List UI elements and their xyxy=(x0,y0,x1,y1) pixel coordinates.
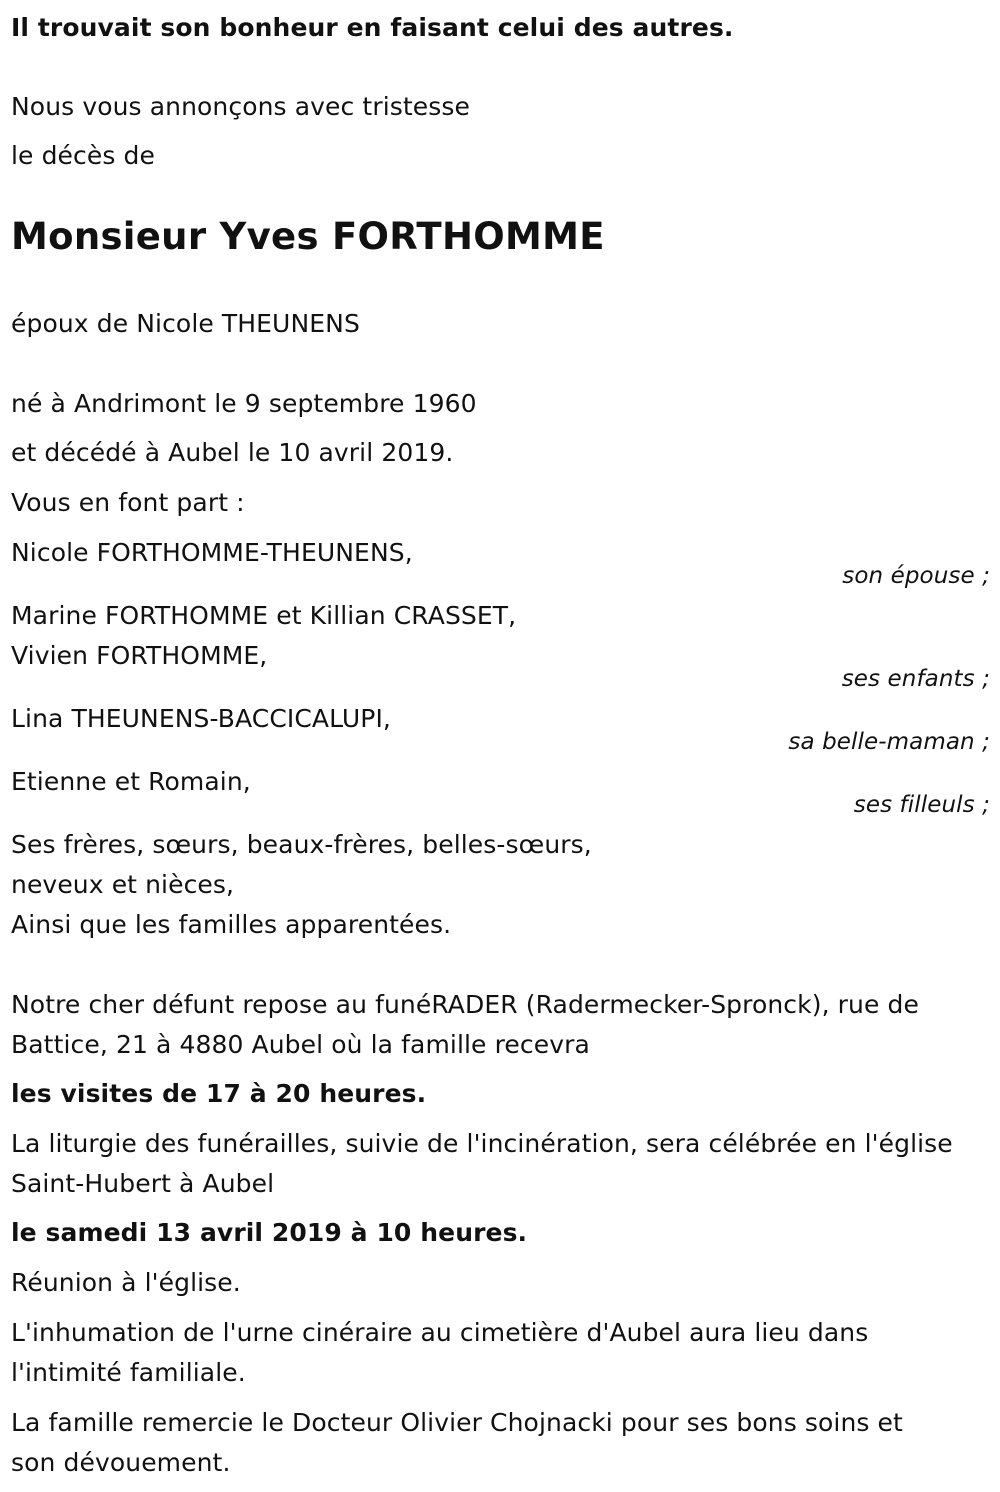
meeting-line: Réunion à l'église. xyxy=(11,1268,241,1297)
announce-line: Vous en font part : xyxy=(11,488,245,517)
burial-line: L'inhumation de l'urne cinéraire au cimetière d'Aubel aura lieu dans xyxy=(11,1318,869,1347)
funeral-home-line: Battice, 21 à 4880 Aubel où la famille recevra xyxy=(11,1030,590,1059)
thanks-line: son dévouement. xyxy=(11,1448,231,1477)
liturgy-line: Saint-Hubert à Aubel xyxy=(11,1169,275,1198)
family-member-name: Vivien FORTHOMME, xyxy=(11,641,268,670)
thanks-line: La famille remercie le Docteur Olivier Chojnacki pour ses bons soins et xyxy=(11,1408,903,1437)
spouse-line: époux de Nicole THEUNENS xyxy=(11,309,360,338)
family-role: ses enfants ; xyxy=(841,666,990,692)
intro-line: Nous vous annonçons avec tristesse xyxy=(11,92,470,121)
intro-line: le décès de xyxy=(11,141,155,170)
funeral-home-line: Notre cher défunt repose au funéRADER (Radermecker-Spronck), rue de xyxy=(11,990,919,1019)
burial-line: l'intimité familiale. xyxy=(11,1358,246,1387)
birth-line: né à Andrimont le 9 septembre 1960 xyxy=(11,389,477,418)
family-member-name: Nicole FORTHOMME-THEUNENS, xyxy=(11,538,413,567)
relatives-line: Ses frères, sœurs, beaux-frères, belles-sœurs, xyxy=(11,830,592,859)
death-line: et décédé à Aubel le 10 avril 2019. xyxy=(11,438,454,467)
liturgy-line: La liturgie des funérailles, suivie de l'incinération, sera célébrée en l'église xyxy=(11,1129,953,1158)
deceased-name: Monsieur Yves FORTHOMME xyxy=(11,215,605,258)
family-member-name: Etienne et Romain, xyxy=(11,767,251,796)
relatives-line: neveux et nièces, xyxy=(11,870,235,899)
family-role: sa belle-maman ; xyxy=(788,729,990,755)
relatives-line: Ainsi que les familles apparentées. xyxy=(11,910,452,939)
visits-line: les visites de 17 à 20 heures. xyxy=(11,1079,427,1108)
family-role: son épouse ; xyxy=(842,563,990,589)
family-member-name: Marine FORTHOMME et Killian CRASSET, xyxy=(11,601,517,630)
family-role: ses filleuls ; xyxy=(853,792,990,818)
ceremony-date: le samedi 13 avril 2019 à 10 heures. xyxy=(11,1218,528,1247)
quote-line: Il trouvait son bonheur en faisant celui des autres. xyxy=(11,13,734,42)
family-member-name: Lina THEUNENS-BACCICALUPI, xyxy=(11,704,391,733)
